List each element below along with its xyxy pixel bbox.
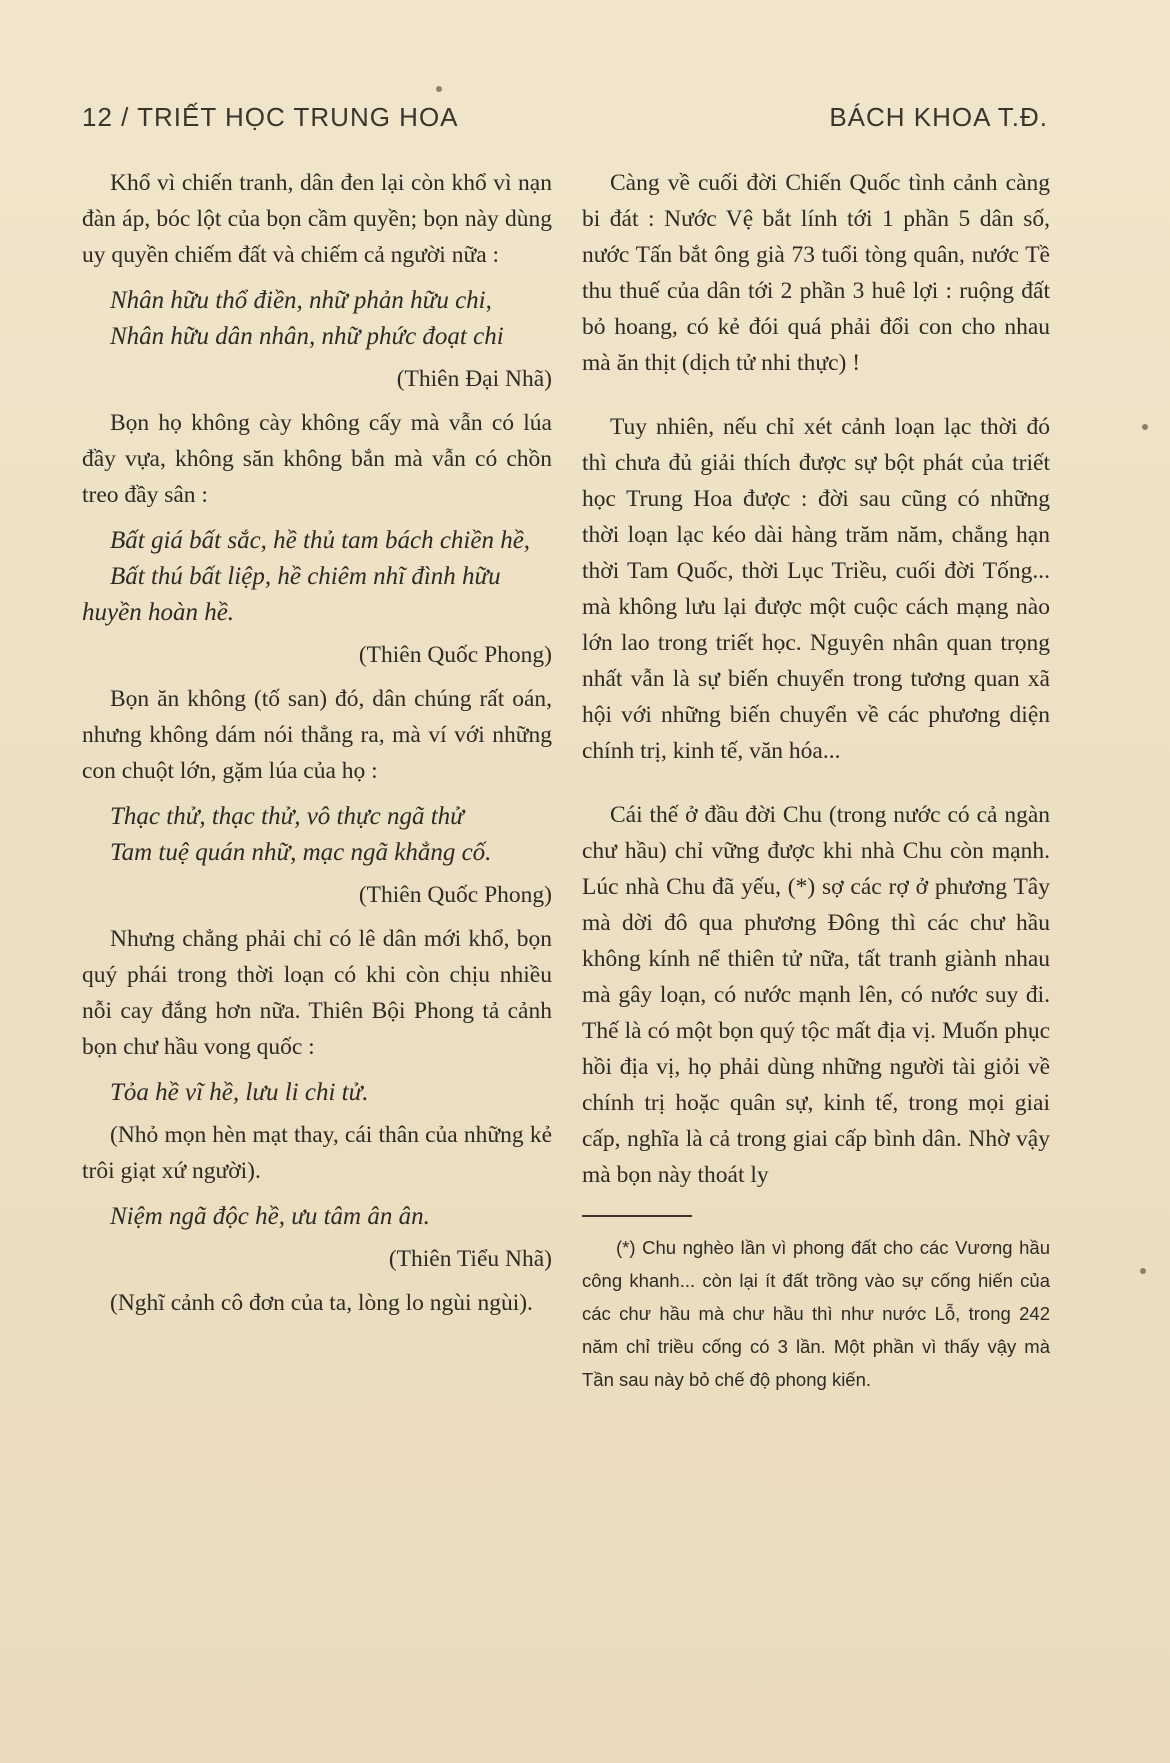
verse-attribution: (Thiên Quốc Phong) (358, 642, 552, 668)
paragraph: Bọn ăn không (tố san) đó, dân chúng rất oán, nhưng không dám nói thẳng ra, mà ví với những con chuột lớn, gặm lúa của họ : (82, 686, 552, 784)
verse-quote (82, 799, 552, 871)
verse-attribution: (Thiên Quốc Phong) (358, 882, 552, 908)
running-header (82, 102, 1048, 138)
verse-attribution: (Thiên Đại Nhã) (396, 366, 552, 392)
paragraph: Càng về cuối đời Chiến Quốc tình cảnh càng bi đát : Nước Vệ bắt lính tới 1 phần 5 dân số, nước Tấn bắt ông già 73 tuổi tòng quân, nước Tề thu thuế của dân tới 2 phần 3 huê lợi : ruộng đất bỏ hoang, có kẻ đói quá phải đổi con cho nhau mà ăn thịt (dịch tử nhi thực) ! (582, 170, 1050, 376)
paragraph-gap (582, 779, 1050, 797)
page-number-and-section-title: 12 / TRIẾT HỌC TRUNG HOA (82, 102, 459, 132)
paragraph-gap (582, 391, 1050, 409)
paper-speck (1142, 424, 1148, 430)
verse-line: Nhân hữu dân nhân, nhữ phức đoạt chi (110, 323, 504, 350)
verse-line: Thạc thử, thạc thử, vô thực ngã thử (110, 803, 464, 830)
verse-line: Bất giá bất sắc, hề thủ tam bách chiền hề, (110, 527, 531, 554)
left-column (82, 165, 552, 1331)
verse-line: Bất thú bất liệp, hề chiêm nhĩ đình hữu huyền hoàn hề. (82, 563, 501, 626)
paragraph: Nhưng chẳng phải chỉ có lê dân mới khổ, bọn quý phái trong thời loạn có khi còn chịu nhiều nỗi cay đắng hơn nữa. Thiên Bội Phong tả cảnh bọn chư hầu vong quốc : (82, 926, 552, 1060)
verse-quote (82, 283, 552, 355)
verse-quote (82, 523, 552, 631)
paragraph: (Nghĩ cảnh cô đơn của ta, lòng lo ngùi ngùi). (110, 1290, 533, 1316)
verse-quote (82, 1075, 552, 1111)
publication-title: BÁCH KHOA T.Đ. (829, 102, 1048, 132)
footnote-divider (582, 1215, 692, 1217)
right-column (582, 165, 1050, 1396)
paragraph: Bọn họ không cày không cấy mà vẫn có lúa đầy vựa, không săn không bắn mà vẫn có chồn treo đầy sân : (82, 410, 552, 508)
paragraph: (Nhỏ mọn hèn mạt thay, cái thân của những kẻ trôi giạt xứ người). (82, 1122, 552, 1184)
verse-line: Niệm ngã độc hề, ưu tâm ân ân. (110, 1203, 430, 1230)
paragraph: Tuy nhiên, nếu chỉ xét cảnh loạn lạc thời đó thì chưa đủ giải thích được sự bột phát của triết học Trung Hoa được : đời sau cũng có những thời loạn lạc kéo dài hàng trăm năm, chẳng hạn thời Tam Quốc, thời Lục Triều, cuối đời Tống... mà không lưu lại được một cuộc cách mạng nào lớn lao trong triết học. Nguyên nhân quan trọng nhất vẫn là sự biến chuyển trong tương quan xã hội với những biến chuyển về các phương diện chính trị, kinh tế, văn hóa... (582, 414, 1050, 764)
verse-attribution: (Thiên Tiểu Nhã) (388, 1246, 552, 1272)
verse-quote (82, 1199, 552, 1235)
footnote: (*) Chu nghèo lần vì phong đất cho các Vương hầu công khanh... còn lại ít đất trồng vào sự cống hiến của các chư hầu mà chư hầu thì như nước Lỗ, trong 242 năm chỉ triều cống có 3 lần. Một phần vì thấy vậy mà Tần sau này bỏ chế độ phong kiến. (582, 1237, 1050, 1390)
verse-line: Tam tuệ quán nhữ, mạc ngã khẳng cố. (110, 839, 492, 866)
verse-line: Nhân hữu thổ điền, nhữ phản hữu chi, (110, 287, 492, 314)
paper-speck (436, 86, 442, 92)
paragraph: Cái thế ở đầu đời Chu (trong nước có cả ngàn chư hầu) chỉ vững được khi nhà Chu còn mạnh. Lúc nhà Chu đã yếu, (*) sợ các rợ ở phương Tây mà dời đô qua phương Đông thì các chư hầu không kính nể thiên tử nữa, tất tranh giành nhau mà gây loạn, có nước mạnh lên, có nước suy đi. Thế là có một bọn quý tộc mất địa vị. Muốn phục hồi địa vị, họ phải dùng những người tài giỏi về chính trị hoặc quân sự, kinh tế, trong mọi giai cấp, nghĩa là cả trong giai cấp bình dân. Nhờ vậy mà bọn này thoát ly (582, 802, 1050, 1188)
verse-line: Tỏa hề vĩ hề, lưu li chi tử. (110, 1079, 369, 1106)
paragraph: Khổ vì chiến tranh, dân đen lại còn khổ vì nạn đàn áp, bóc lột của bọn cầm quyền; bọn này dùng uy quyền chiếm đất và chiếm cả người nữa : (82, 170, 552, 268)
paper-speck (1140, 1268, 1146, 1274)
